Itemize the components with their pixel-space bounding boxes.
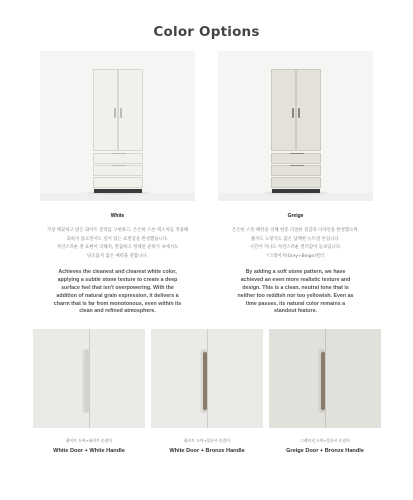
option-white (40, 51, 195, 316)
caption-english: White Door + Bronze Handle (169, 448, 245, 454)
korean-line: 자연스러운 결 표현이 더해져, 깔끔하고 정제된 분위기 속에서도 (56, 245, 179, 251)
drawer (93, 153, 143, 164)
handle-closeup (203, 352, 207, 410)
english-line: Achieves the cleanest and clearest white color, (58, 269, 177, 276)
english-description (218, 269, 373, 316)
drawer (271, 153, 321, 164)
korean-description (40, 227, 195, 261)
english-line: achieved an even more realistic texture and (240, 277, 351, 284)
korean-line: 가장 깨끗하고 맑은 화이트 컬러를 구현하고, 은은한 스톤 텍스처를 적용해 (46, 228, 189, 233)
korean-line: 은은한 스톤 패턴을 더해 한층 리얼한 질감과 디자인을 완성했으며, (231, 228, 360, 233)
caption-korean: 그레이지 도어+블론즈 손잡이 (300, 438, 350, 443)
caption-korean: 화이트 도어+화이트 손잡이 (66, 438, 112, 443)
korean-line: 시간이 지나도 자연스러운 컬러감이 돋보입니다. (249, 245, 342, 251)
wardrobe-photo-white (40, 51, 195, 201)
option-name: Greige (287, 213, 304, 219)
door-handle (298, 108, 300, 118)
left-door (271, 69, 296, 151)
closeup-white-door-bronze-handle (151, 329, 263, 454)
korean-line: 과하지 않으면서도 깊이 있는 표면감을 완성했습니다. (66, 236, 169, 242)
drawer-pull (290, 153, 304, 154)
right-door (118, 69, 143, 151)
english-line: applying a subtle stone texture to create a deep (57, 277, 178, 284)
english-line: time passes, its natural color remains a (245, 300, 346, 307)
drawer-pull (112, 165, 126, 166)
option-greige (218, 51, 373, 316)
drawer (271, 177, 321, 188)
english-line: neither too reddish nor too yellowish. Even as (237, 292, 354, 299)
cabinet-base (94, 189, 142, 193)
wardrobe-cabinet (271, 69, 321, 193)
english-line: By adding a soft stone pattern, we have (245, 269, 346, 276)
korean-line: *그레이지(Grey+Beige)컬러 (266, 253, 325, 259)
closeup-photo (33, 329, 145, 428)
korean-line: 단조롭지 않은 매력을 전합니다. (87, 253, 148, 259)
drawer (93, 165, 143, 176)
handle-closeup (321, 352, 325, 410)
cabinet-base (272, 189, 320, 193)
closeup-white-door-white-handle (33, 329, 145, 454)
door-seam (207, 329, 208, 428)
wardrobe-cabinet (93, 69, 143, 193)
english-line: surface feel that isn't overpowering. With the (61, 284, 174, 291)
door-seam (89, 329, 90, 428)
drawer (93, 177, 143, 188)
closeup-photo (151, 329, 263, 428)
english-line: clean and refined atmosphere. (79, 308, 156, 315)
page-title: Color Options (153, 24, 260, 40)
drawer (271, 165, 321, 176)
korean-line: 붉지도 노랗지도 않은 담백한 뉴트럴 톤입니다. (251, 236, 340, 242)
korean-description (218, 227, 373, 261)
english-description (40, 269, 195, 316)
wardrobe-photo-greige (218, 51, 373, 201)
closeup-photo (269, 329, 381, 428)
door-handle (114, 108, 116, 118)
caption-english: White Door + White Handle (53, 448, 125, 454)
left-door (93, 69, 118, 151)
caption-english: Greige Door + Bronze Handle (286, 448, 364, 454)
door-handle (292, 108, 294, 118)
option-name: White (110, 213, 125, 219)
right-door (296, 69, 321, 151)
english-line: design. This is a clean, neutral tone that is (242, 284, 349, 291)
english-line: charm that is far from monotonous, even within its (53, 300, 182, 307)
door-handle (120, 108, 122, 118)
door-seam (325, 329, 326, 428)
english-line: standout feature. (274, 308, 317, 315)
english-line: addition of natural grain expression, it delivers a (56, 292, 179, 299)
handle-closeup (85, 352, 89, 410)
drawer-pull (112, 153, 126, 154)
caption-korean: 화이트 도어+블론즈 손잡이 (184, 438, 230, 443)
drawer-pull (290, 165, 304, 166)
closeup-greige-door-bronze-handle (269, 329, 381, 454)
